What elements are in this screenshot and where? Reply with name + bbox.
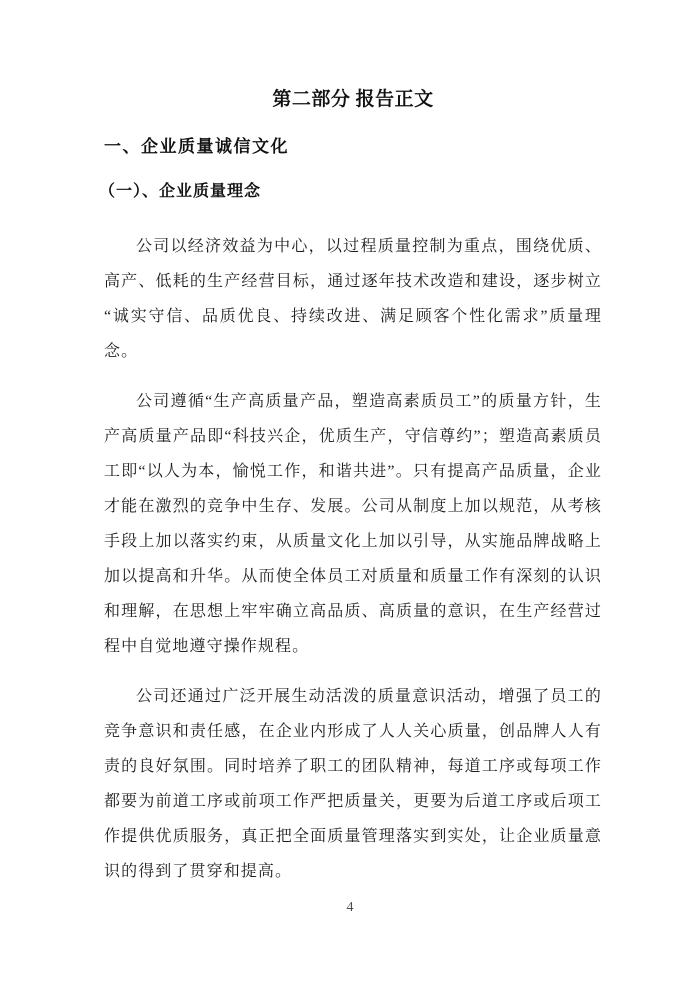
page-number: 4 [346,900,354,915]
paragraph-quality-awareness-activities: 公司还通过广泛开展生动活泼的质量意识活动，增强了员工的竞争意识和责任感，在企业内形成了人人关心质量，创品牌人人有责的良好氛围。同时培养了职工的团队精神，每道工序或每项工作都要为前道工序或前项工作严把质量关，更要为后道工序或后项工作提供优质服务，真正把全面质量管理落实到实处，让企业质量意识的得到了贯穿和提高。 [104,688,602,880]
subheading-enterprise-quality-philosophy: （一）、企业质量理念 [99,183,262,200]
heading-enterprise-quality-integrity-culture: 一、企业质量诚信文化 [104,137,289,156]
paragraph-quality-concept: 公司以经济效益为中心，以过程质量控制为重点，围绕优质、高产、低耗的生产经营目标，通过逐年技术改造和建设，逐步树立“诚实守信、品质优良、持续改进、满足顾客个性化需求”质量理念。 [104,238,602,360]
page-footer [0,898,700,916]
section-title: 第二部分 报告正文 [272,89,434,110]
paragraph-quality-policy: 公司遵循“生产高质量产品，塑造高素质员工”的质量方针，生产高质量产品即“科技兴企，优质生产，守信尊约”；塑造高素质员工即“以人为本，愉悦工作，和谐共进”。只有提高产品质量，企业才能在激烈的竞争中生存、发展。公司从制度上加以规范，从考核手段上加以落实约束，从质量文化上加以引导，从实施品牌战略上加以提高和升华。从而使全体员工对质量和质量工作有深刻的认识和理解，在思想上牢牢确立高品质、高质量的意识，在生产经营过程中自觉地遵守操作规程。 [104,393,602,655]
